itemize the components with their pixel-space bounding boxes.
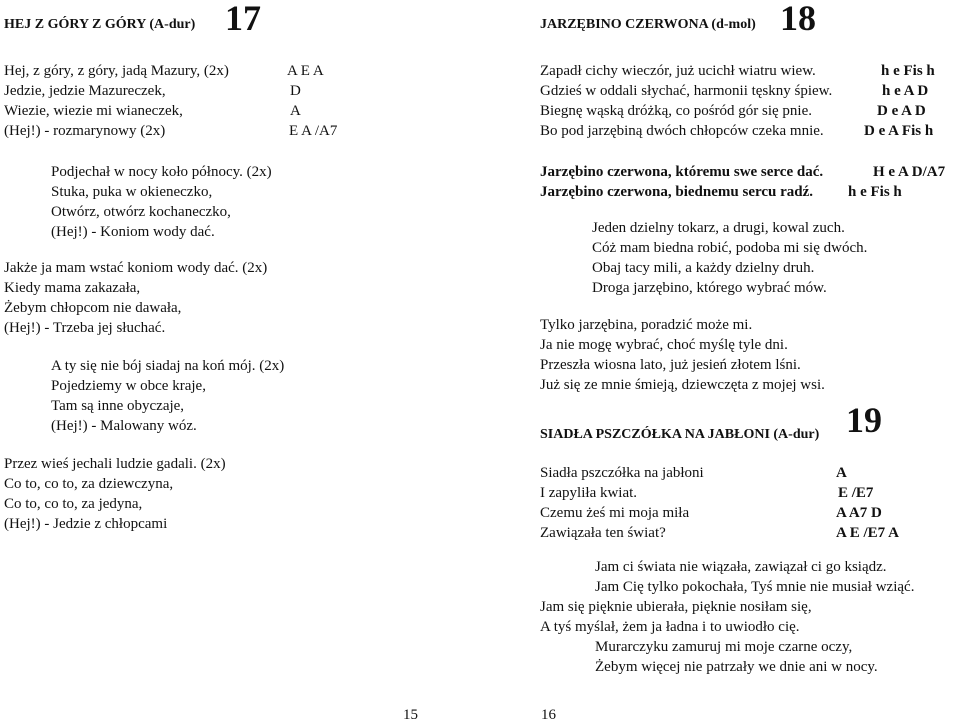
lyric-text: Wiezie, wiezie mi wianeczek, — [4, 103, 183, 119]
lyric-text: Jarzębino czerwona, któremu swe serce dać. — [540, 164, 824, 180]
song-number-17: 17 — [225, 0, 261, 38]
lyric-text: Zapadł cichy wieczór, już ucichł wiatru wiew. — [540, 63, 816, 79]
lyric-line — [540, 61, 960, 81]
lyric-line: Cóż mam biedna robić, podoba mi się dwóch. — [592, 240, 868, 256]
lyric-line: Podjechał w nocy koło północy. (2x) — [51, 164, 272, 180]
lyric-line — [540, 463, 960, 483]
lyric-line — [540, 81, 960, 101]
lyric-line: Już się ze mnie śmieją, dziewczęta z mojej wsi. — [540, 377, 825, 393]
lyric-line — [540, 503, 960, 523]
lyric-line: (Hej!) - Koniom wody dać. — [51, 224, 215, 240]
song18-verse-1 — [592, 218, 867, 298]
song18-verse-2 — [540, 315, 825, 395]
lyric-line: A tyś myślał, żem ja ładna i to uwiodło cię. — [540, 619, 800, 635]
chord-label: A — [836, 465, 847, 481]
lyric-line: Co to, co to, za dziewczyna, — [4, 476, 174, 492]
lyric-line: Żebym chłopcom nie dawała, — [4, 300, 182, 316]
lyric-line: (Hej!) - Malowany wóz. — [51, 418, 197, 434]
lyric-line: Kiedy mama zakazała, — [4, 280, 141, 296]
lyric-text: Hej, z góry, z góry, jadą Mazury, (2x) — [4, 63, 229, 79]
lyric-line: Droga jarzębino, którego wybrać mów. — [592, 280, 827, 296]
song17-verse-3 — [51, 356, 284, 436]
song-number-18: 18 — [780, 0, 816, 38]
lyric-text: Siadła pszczółka na jabłoni — [540, 465, 704, 481]
lyric-line: Otwórz, otwórz kochaneczko, — [51, 204, 231, 220]
lyric-text: Zawiązała ten świat? — [540, 525, 666, 541]
song17-intro — [4, 61, 364, 141]
lyric-line: Stuka, puka w okieneczko, — [51, 184, 213, 200]
page-number-right: 16 — [541, 707, 556, 723]
lyric-text: Czemu żeś mi moja miła — [540, 505, 690, 521]
lyric-line — [540, 523, 960, 543]
lyric-line: (Hej!) - Trzeba jej słuchać. — [4, 320, 166, 336]
chord-label: E A /A7 — [289, 123, 338, 139]
lyric-line — [540, 101, 960, 121]
lyric-line — [4, 81, 364, 101]
lyric-line: Jakże ja mam wstać koniom wody dać. (2x) — [4, 260, 268, 276]
lyric-line: (Hej!) - Jedzie z chłopcami — [4, 516, 168, 532]
song18-intro — [540, 61, 960, 141]
song19-verse-1 — [595, 557, 914, 597]
lyric-line — [4, 61, 364, 81]
lyric-line: Jam się pięknie ubierała, pięknie nosiłam się, — [540, 599, 812, 615]
chord-label: h e Fis h — [881, 63, 935, 79]
lyric-line — [540, 182, 960, 202]
lyric-line: Murarczyku zamuruj mi moje czarne oczy, — [595, 639, 853, 655]
song-number-19: 19 — [846, 400, 882, 440]
lyric-text: I zapyliła kwiat. — [540, 485, 638, 501]
chord-label: A — [290, 103, 301, 119]
lyric-line: Przez wieś jechali ludzie gadali. (2x) — [4, 456, 226, 472]
lyric-line — [540, 162, 960, 182]
lyric-text: (Hej!) - rozmarynowy (2x) — [4, 123, 166, 139]
chord-label: h e Fis h — [848, 184, 902, 200]
lyric-line: Jam ci świata nie wiązała, zawiązał ci go ksiądz. — [595, 559, 887, 575]
lyric-text: Bo pod jarzębiną dwóch chłopców czeka mnie. — [540, 123, 824, 139]
lyric-line: Pojedziemy w obce kraje, — [51, 378, 206, 394]
chord-label: H e A D/A7 — [873, 164, 946, 180]
right-page — [540, 0, 960, 721]
lyric-line: Jam Cię tylko pokochała, Tyś mnie nie musiał wziąć. — [595, 579, 915, 595]
chord-label: A A7 D — [836, 505, 882, 521]
song18-refrain — [540, 162, 960, 202]
lyric-text: Biegnę wąską dróżką, co pośród gór się pnie. — [540, 103, 813, 119]
chord-label: D e A Fis h — [864, 123, 934, 139]
song19-verse-2 — [540, 597, 812, 637]
song-title-17: HEJ Z GÓRY Z GÓRY (A-dur) — [4, 17, 196, 32]
lyric-line: Ja nie mogę wybrać, choć myślę tyle dni. — [540, 337, 788, 353]
chord-label: h e A D — [882, 83, 929, 99]
lyric-line — [4, 101, 364, 121]
song-title-19: SIADŁA PSZCZÓŁKA NA JABŁONI (A-dur) — [540, 427, 820, 442]
lyric-text: Gdzieś w oddali słychać, harmonii tęskny śpiew. — [540, 83, 833, 99]
lyric-line: Co to, co to, za jedyna, — [4, 496, 143, 512]
lyric-text: Jedzie, jedzie Mazureczek, — [4, 83, 166, 99]
chord-label: A E /E7 A — [836, 525, 899, 541]
lyric-line: Jeden dzielny tokarz, a drugi, kowal zuch. — [592, 220, 845, 236]
lyric-line: Tylko jarzębina, poradzić może mi. — [540, 317, 753, 333]
page-number-left: 15 — [403, 707, 418, 723]
lyric-line — [540, 121, 960, 141]
lyric-line — [4, 121, 364, 141]
song19-intro — [540, 463, 960, 543]
chord-label: A E A — [287, 63, 324, 79]
song19-verse-3 — [595, 637, 878, 677]
lyric-line: Tam są inne obyczaje, — [51, 398, 185, 414]
song17-verse-4 — [4, 454, 226, 534]
song17-verse-2 — [4, 258, 267, 338]
lyric-line: A ty się nie bój siadaj na koń mój. (2x) — [51, 358, 285, 374]
song-title-18: JARZĘBINO CZERWONA (d-mol) — [540, 17, 756, 32]
left-page — [0, 0, 480, 721]
chord-label: D — [290, 83, 301, 99]
lyric-text: Jarzębino czerwona, biednemu sercu radź. — [540, 184, 814, 200]
chord-label: E /E7 — [838, 485, 874, 501]
lyric-line: Żebym więcej nie patrzały we dnie ani w nocy. — [595, 659, 878, 675]
lyric-line: Obaj tacy mili, a każdy dzielny druh. — [592, 260, 815, 276]
song17-verse-1 — [51, 162, 272, 242]
lyric-line — [540, 483, 960, 503]
chord-label: D e A D — [877, 103, 926, 119]
lyric-line: Przeszła wiosna lato, już jesień złotem lśni. — [540, 357, 801, 373]
